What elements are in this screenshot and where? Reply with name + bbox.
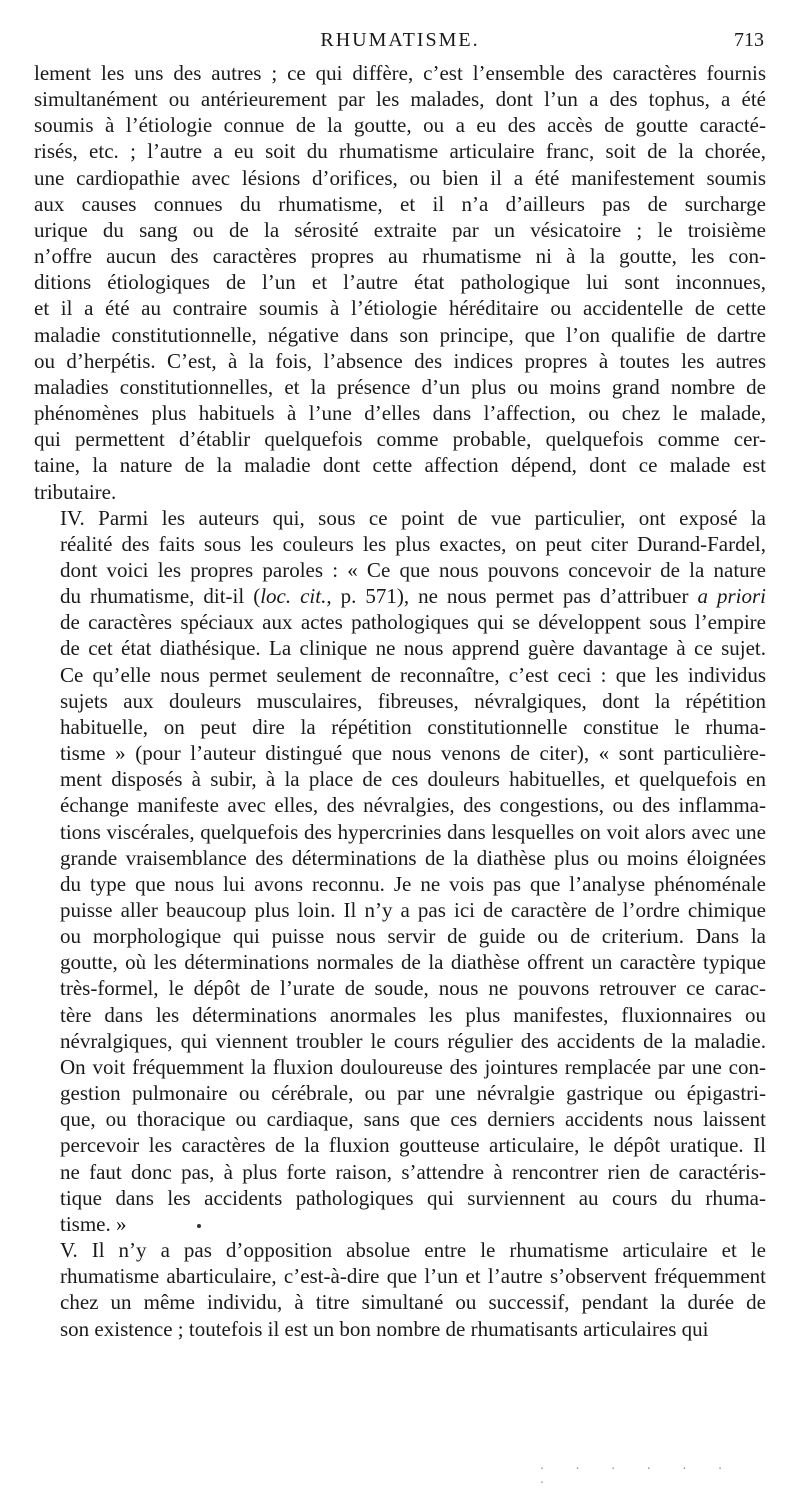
text-line: et il a été au contraire soumis à l’étiologie héréditaire ou accidentelle de cette [34, 296, 766, 321]
text-line: réalité des faits sous les couleurs les plus exactes, on peut citer Durand-Fardel, [60, 531, 766, 556]
text-line: de cet état diathésique. La clinique ne nous apprend guère davantage à ce sujet. [60, 636, 766, 661]
paragraph-iv [34, 505, 766, 1237]
text-line: tisme » (pour l’auteur distingué que nous venons de citer), « sont particulière- [60, 741, 766, 766]
text-line: de caractères spéciaux aux actes pathologiques qui se développent sous l’empire [60, 610, 766, 635]
text-line: sujets aux douleurs musculaires, fibreuses, névralgiques, dont la répétition [60, 688, 766, 713]
text-line: taine, la nature de la maladie dont cette affection dépend, dont ce malade est [34, 453, 766, 478]
text-line: urique du sang ou de la sérosité extraite par un vésicatoire ; le troisième [34, 217, 766, 242]
text-line: grande vraisemblance des déterminations de la diathèse plus ou moins éloignées [60, 845, 766, 870]
text-line: échange manifeste avec elles, des névralgies, des congestions, ou des inflamma- [60, 793, 766, 818]
text-line: n’offre aucun des caractères propres au rhumatisme ni à la goutte, les con- [34, 244, 766, 269]
text-line: du type que nous lui avons reconnu. Je ne vois pas que l’analyse phénoménale [60, 871, 766, 896]
text-line: ne faut donc pas, à plus forte raison, s’attendre à rencontrer rien de caractéris- [60, 1159, 766, 1184]
text-line: chez un même individu, à titre simultané ou successif, pendant la durée de [60, 1290, 766, 1315]
paragraph-continued [34, 60, 766, 505]
text-line: ou morphologique qui puisse nous servir de guide ou de criterium. Dans la [60, 924, 766, 949]
italic-term: loc. cit. [260, 584, 327, 609]
text-line: habituelle, on peut dire la répétition constitutionnelle constitue le rhuma- [60, 714, 766, 739]
text-line: puisse aller beaucoup plus loin. Il n’y a pas ici de caractère de l’ordre chimique [60, 898, 766, 922]
text-line: ditions étiologiques de l’un et l’autre état pathologique lui sont inconnues, [34, 270, 766, 295]
text-line: qui permettent d’établir quelquefois comme probable, quelquefois comme cer- [34, 427, 766, 452]
text-line: phénomènes plus habituels à l’une d’elles dans l’affection, ou chez le malade, [34, 401, 766, 426]
text-line: lement les uns des autres ; ce qui diffère, c’est l’ensemble des caractères fournis [34, 61, 766, 85]
text-line: ou d’herpétis. C’est, à la fois, l’absence des indices propres à toutes les autres [34, 348, 766, 373]
italic-term: a priori [697, 584, 766, 609]
text-line: tique dans les accidents pathologiques qui surviennent au cours du rhuma- [60, 1185, 766, 1210]
text-line: V. Il n’y a pas d’opposition absolue entre le rhumatisme articulaire et le [60, 1238, 766, 1263]
text-line: du rhumatisme, dit-il (loc. cit., p. 571), ne nous permet pas d’attribuer a priori [60, 584, 766, 609]
text-line: goutte, où les déterminations normales de la diathèse offrent un caractère typique [60, 950, 766, 975]
text-line: gestion pulmonaire ou cérébrale, ou par une névralgie gastrique ou épigastri- [60, 1081, 766, 1106]
text-line: percevoir les caractères de la fluxion goutteuse articulaire, le dépôt uratique. Il [60, 1133, 766, 1158]
text-line: tributaire. [34, 479, 117, 504]
text-line: maladie constitutionnelle, négative dans son principe, que l’on qualifie de dartre [34, 322, 766, 347]
text-line: simultanément ou antérieurement par les malades, dont l’un a des tophus, a été [34, 87, 766, 112]
text-line: On voit fréquemment la fluxion douloureuse des jointures remplacée par une con- [60, 1054, 766, 1079]
text-line: une cardiopathie avec lésions d’orifices, ou bien il a été manifestement soumis [34, 165, 766, 190]
text-line: IV. Parmi les auteurs qui, sous ce point de vue particulier, ont exposé la [60, 505, 766, 530]
text-line: que, ou thoracique ou cardiaque, sans que ces derniers accidents nous laissent [60, 1107, 766, 1132]
text-line: très-formel, le dépôt de l’urate de soude, nous ne pouvons retrouver ce carac- [60, 976, 766, 1001]
text-line: maladies constitutionnelles, et la présence d’un plus ou moins grand nombre de [34, 374, 766, 399]
text-line: tisme. » [34, 1211, 766, 1237]
page-header [34, 26, 766, 54]
text-line: aux causes connues du rhumatisme, et il n’a d’ailleurs pas de surcharge [34, 191, 766, 216]
text-line: soumis à l’étiologie connue de la goutte, ou a eu des accès de goutte caracté- [34, 113, 766, 138]
text-line: son existence ; toutefois il est un bon nombre de rhumatisants articulaires qui [60, 1316, 709, 1341]
paragraph-v [34, 1237, 766, 1342]
text-line: névralgiques, qui viennent troubler le cours régulier des accidents de la maladie. [60, 1028, 766, 1053]
text-line: rhumatisme abarticulaire, c’est-à-dire que l’un et l’autre s’observent fréquemment [60, 1264, 766, 1289]
text-line: tère dans les déterminations anormales les plus manifestes, fluxionnaires ou [60, 1002, 766, 1027]
stray-mark [197, 1224, 201, 1228]
text-line: ment disposés à subir, à la place de ces douleurs habituelles, et quelquefois en [60, 767, 766, 792]
footer-marks: . . . . . . . [540, 1458, 736, 1486]
text-line: Ce qu’elle nous permet seulement de reconnaître, c’est ceci : que les individus [60, 662, 766, 687]
text-line: risés, etc. ; l’autre a eu soit du rhumatisme articulaire franc, soit de la chorée, [34, 139, 766, 164]
text-line: tions viscérales, quelquefois des hypercrinies dans lesquelles on voit alors avec une [60, 819, 766, 844]
running-title: RHUMATISME. [320, 29, 480, 51]
page-number: 713 [734, 29, 764, 51]
text-line: dont voici les propres paroles : « Ce que nous pouvons concevoir de la nature [60, 557, 766, 582]
page-body [34, 60, 766, 1342]
